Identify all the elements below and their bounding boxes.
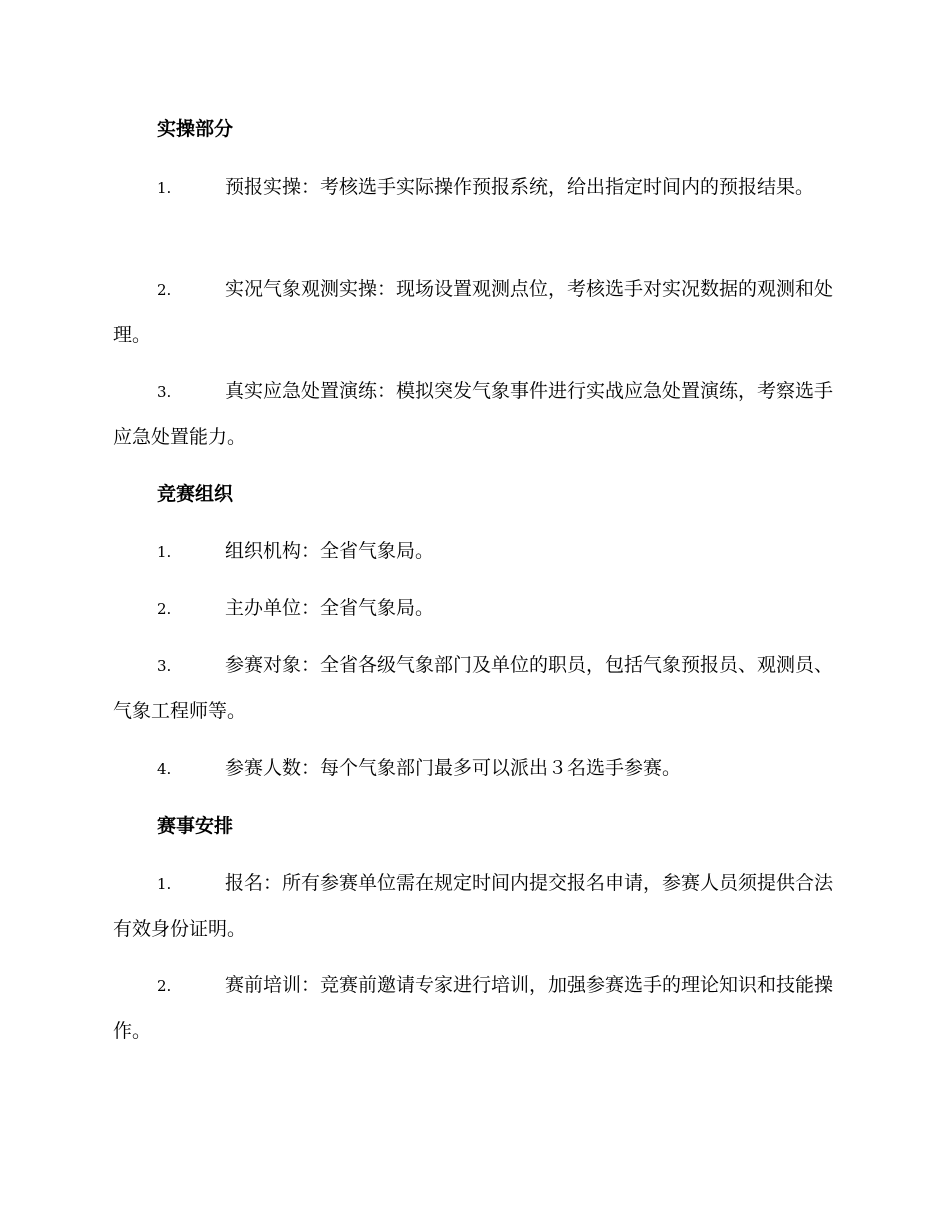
list-item-text: 真实应急处置演练：模拟突发气象事件进行实战应急处置演练，考察选手应急处置能力。 <box>113 380 834 448</box>
list-item-text: 主办单位：全省气象局。 <box>225 597 435 619</box>
section-heading-practical: 实操部分 <box>157 118 234 140</box>
list-item-text: 报名：所有参赛单位需在规定时间内提交报名申请，参赛人员须提供合法有效身份证明。 <box>113 872 834 940</box>
list-item-number: 3. <box>157 383 172 401</box>
list-item-number: 2. <box>157 977 172 995</box>
list-item-text: 参赛人数：每个气象部门最多可以派出３名选手参赛。 <box>225 757 682 779</box>
list-item-number: 1. <box>157 875 172 893</box>
list-item-number: 4. <box>157 760 172 778</box>
section-heading-schedule: 赛事安排 <box>157 815 234 837</box>
list-item-text: 组织机构：全省气象局。 <box>225 540 435 562</box>
list-item-text: 预报实操：考核选手实际操作预报系统，给出指定时间内的预报结果。 <box>225 176 815 198</box>
list-item-number: 1. <box>157 543 172 561</box>
section-heading-organization: 竞赛组织 <box>157 483 234 505</box>
list-item-number: 2. <box>157 281 172 299</box>
list-item-text: 赛前培训：竞赛前邀请专家进行培训，加强参赛选手的理论知识和技能操作。 <box>113 974 834 1042</box>
list-item-text: 实况气象观测实操：现场设置观测点位，考核选手对实况数据的观测和处理。 <box>113 278 834 346</box>
list-item-number: 2. <box>157 600 172 618</box>
list-item-text: 参赛对象：全省各级气象部门及单位的职员，包括气象预报员、观测员、气象工程师等。 <box>113 654 834 722</box>
list-item-number: 1. <box>157 179 172 197</box>
list-item-number: 3. <box>157 657 172 675</box>
